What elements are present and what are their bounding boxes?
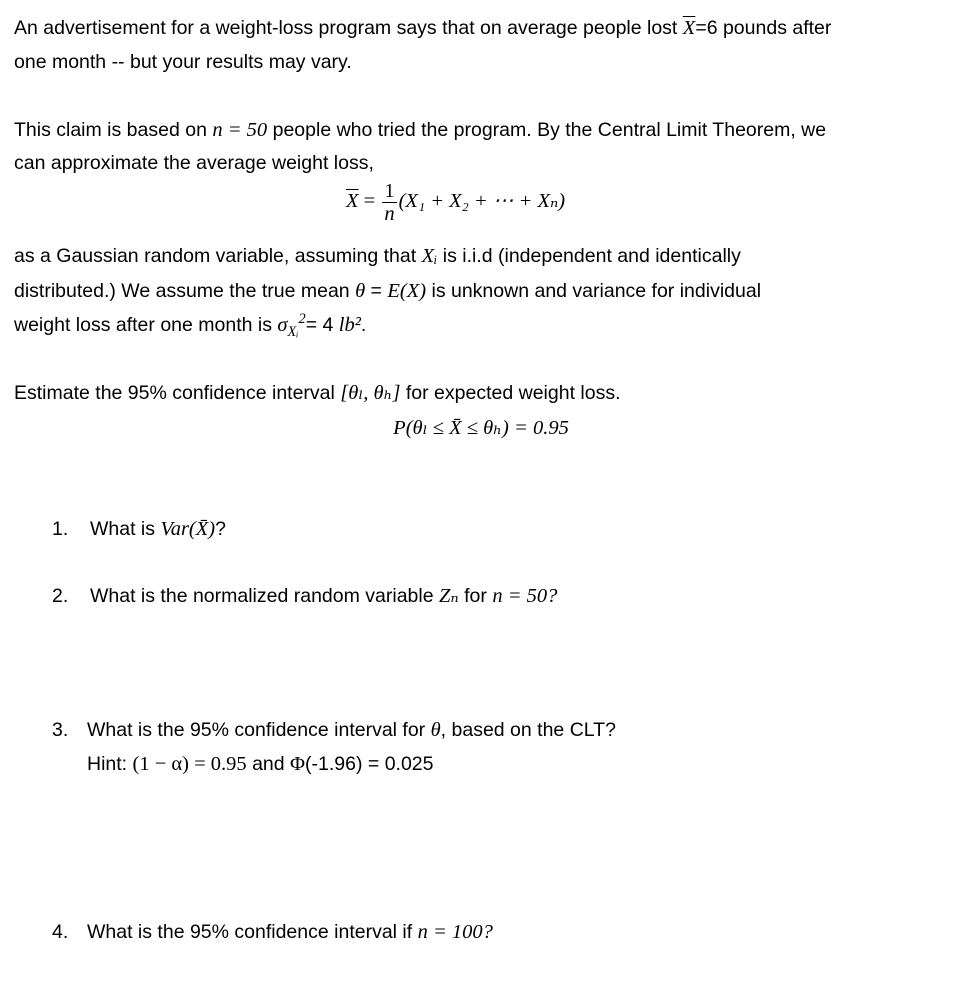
question-4-text: What is the 95% confidence interval if bbox=[87, 921, 418, 943]
question-1-text: What is bbox=[90, 518, 161, 540]
question-2 bbox=[52, 583, 557, 609]
question-4-n: n = 100? bbox=[417, 921, 493, 943]
claim-line-5 bbox=[14, 311, 367, 341]
question-3-theta: θ bbox=[430, 719, 441, 741]
claim-text-3b: is i.i.d (independent and identically bbox=[437, 245, 741, 267]
claim-text-b: people who tried the program. By the Central Limit Theorem, we bbox=[267, 119, 827, 141]
claim-line-4 bbox=[14, 278, 761, 304]
question-3-end: , based on the CLT? bbox=[440, 719, 616, 741]
question-3-text: What is the 95% confidence interval for bbox=[87, 719, 431, 741]
question-1-number: 1. bbox=[52, 518, 69, 540]
claim-line-1 bbox=[14, 117, 826, 143]
question-2-math: Zₙ bbox=[439, 585, 459, 607]
claim-text-4b: is unknown and variance for individual bbox=[426, 280, 762, 302]
intro-text-2: one month -- but your results may vary. bbox=[14, 51, 352, 73]
interval-expr: [θₗ, θₕ] bbox=[340, 382, 401, 404]
hint-phi-value: (-1.96) = 0.025 bbox=[305, 753, 434, 775]
question-3-number: 3. bbox=[52, 719, 69, 741]
theta-symbol: θ bbox=[355, 280, 366, 302]
formula-equals: = bbox=[358, 190, 381, 213]
hint-alpha: (1 − α) = 0.95 bbox=[132, 753, 247, 775]
question-3 bbox=[52, 717, 616, 743]
probability-formula: P(θₗ ≤ X̄ ≤ θₕ) = 0.95 bbox=[393, 417, 569, 439]
intro-text-a: An advertisement for a weight-loss program says that on average people lost bbox=[14, 17, 683, 39]
formula-lhs: $\overline{X}$ bbox=[346, 190, 359, 213]
xi-symbol: Xᵢ bbox=[421, 245, 438, 267]
intro-line-1 bbox=[14, 15, 831, 41]
claim-period: . bbox=[360, 314, 367, 336]
claim-line-2 bbox=[14, 150, 374, 176]
fraction-denominator: n bbox=[384, 203, 395, 225]
xbar-symbol: $\overline{X}$ bbox=[682, 17, 696, 39]
hint-line bbox=[87, 751, 434, 777]
question-2-n: n = 50? bbox=[492, 585, 558, 607]
claim-text-3a: as a Gaussian random variable, assuming that bbox=[14, 245, 422, 267]
expectation-expr: E(X) bbox=[387, 280, 427, 302]
claim-text-4a: distributed.) We assume the true mean bbox=[14, 280, 356, 302]
question-1 bbox=[52, 516, 226, 542]
estimate-text-a: Estimate the 95% confidence interval bbox=[14, 382, 341, 404]
n-equals-50: n = 50 bbox=[212, 119, 268, 141]
question-4 bbox=[52, 919, 493, 945]
claim-text-5b: = 4 bbox=[305, 314, 339, 336]
hint-label: Hint: bbox=[87, 753, 133, 775]
question-2-for: for bbox=[458, 585, 493, 607]
sigma-superscript: 2 bbox=[298, 311, 306, 328]
unit-lb2: lb² bbox=[338, 314, 361, 336]
claim-line-3 bbox=[14, 243, 741, 269]
claim-text-2: can approximate the average weight loss, bbox=[14, 152, 374, 174]
claim-text-5a: weight loss after one month is bbox=[14, 314, 278, 336]
claim-equals: = bbox=[365, 280, 388, 302]
question-4-number: 4. bbox=[52, 921, 69, 943]
fraction-numerator: 1 bbox=[384, 180, 395, 202]
question-1-math: Var(X̄) bbox=[160, 518, 216, 540]
formula-rhs: (X₁ + X₂ + ⋯ + Xₙ) bbox=[398, 190, 566, 213]
sigma-symbol bbox=[277, 311, 306, 341]
question-2-text: What is the normalized random variable bbox=[90, 585, 439, 607]
sigma-char: σ bbox=[277, 314, 288, 336]
sigma-subscript: Xᵢ bbox=[287, 324, 299, 341]
intro-text-b: =6 pounds after bbox=[695, 17, 832, 39]
estimate-line bbox=[14, 380, 621, 406]
claim-text-a: This claim is based on bbox=[14, 119, 213, 141]
xbar-formula bbox=[346, 180, 565, 225]
estimate-text-b: for expected weight loss. bbox=[400, 382, 621, 404]
phi-symbol: Φ bbox=[290, 753, 306, 775]
hint-and: and bbox=[246, 753, 291, 775]
intro-line-2 bbox=[14, 49, 352, 75]
formula-fraction bbox=[382, 180, 396, 225]
question-1-end: ? bbox=[215, 518, 226, 540]
question-2-number: 2. bbox=[52, 585, 69, 607]
